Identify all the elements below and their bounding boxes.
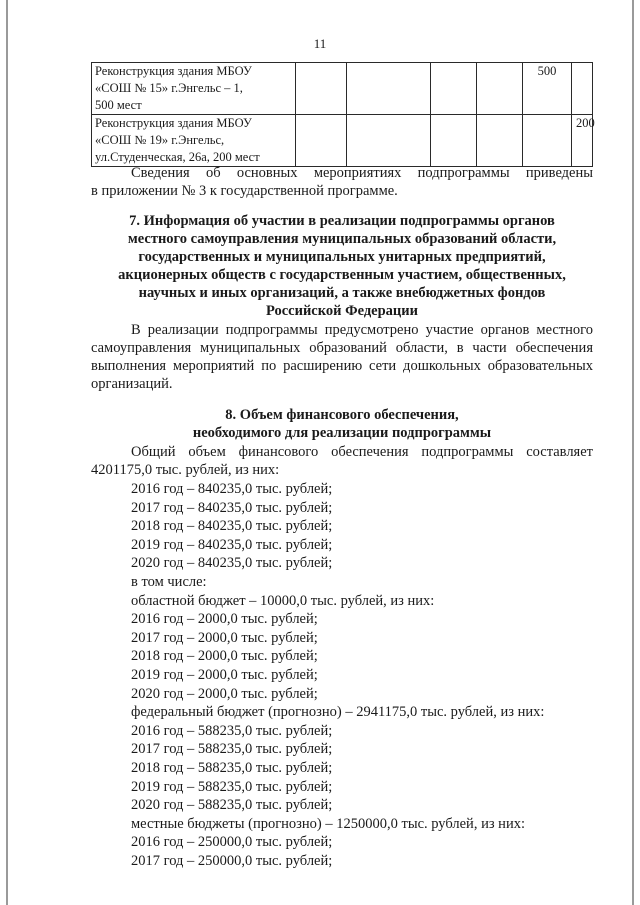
table-cell	[523, 115, 572, 167]
list-item: 2019 год – 840235,0 тыс. рублей;	[131, 536, 333, 553]
paragraph-line: Сведения об основных мероприятиях подпрограммы приведены	[131, 165, 593, 181]
list-item: федеральный бюджет (прогнозно) – 2941175,0 тыс. рублей, из них:	[131, 704, 545, 721]
list-item: 2017 год – 588235,0 тыс. рублей;	[131, 741, 333, 758]
section8-intro	[91, 443, 593, 479]
construction-table	[91, 62, 593, 167]
paragraph-line: самоуправления муниципальных образований области, в части обеспечения	[91, 340, 593, 356]
funding-list	[91, 480, 593, 870]
cell-line: 500 мест	[95, 98, 142, 112]
heading-line: необходимого для реализации подпрограммы	[192, 425, 492, 441]
heading-line: 7. Информация об участии в реализации подпрограммы органов	[129, 213, 555, 229]
list-item: 2018 год – 840235,0 тыс. рублей;	[131, 518, 333, 535]
paragraph-line: выполнения мероприятий по расширению сети дошкольных образовательных	[91, 358, 593, 374]
list-item: 2020 год – 2000,0 тыс. рублей;	[131, 685, 318, 702]
heading-line: местного самоуправления муниципальных образований области,	[127, 231, 557, 247]
list-item: местные бюджеты (прогнозно) – 1250000,0 тыс. рублей, из них:	[131, 815, 525, 832]
heading-line: Российской Федерации	[265, 303, 418, 319]
appendix-paragraph	[91, 164, 593, 200]
list-item: областной бюджет – 10000,0 тыс. рублей, из них:	[131, 592, 435, 609]
cell-line: «СОШ № 15» г.Энгельс – 1,	[95, 81, 243, 95]
list-item: 2016 год – 588235,0 тыс. рублей;	[131, 722, 333, 739]
table-cell-name	[92, 63, 296, 115]
cell-line: «СОШ № 19» г.Энгельс,	[95, 133, 225, 147]
table-cell	[296, 115, 347, 167]
cell-line: Реконструкция здания МБОУ	[95, 64, 252, 78]
table-cell	[431, 63, 477, 115]
heading-line: государственных и муниципальных унитарных предприятий,	[138, 249, 546, 265]
paragraph-line: В реализации подпрограммы предусмотрено участие органов местного	[131, 322, 593, 338]
list-item: 2017 год – 840235,0 тыс. рублей;	[131, 499, 333, 516]
paragraph-line: в приложении № 3 к государственной программе.	[91, 183, 398, 199]
table-cell	[347, 115, 431, 167]
list-item: 2017 год – 2000,0 тыс. рублей;	[131, 629, 318, 646]
list-item: 2019 год – 588235,0 тыс. рублей;	[131, 778, 333, 795]
list-item: 2019 год – 2000,0 тыс. рублей;	[131, 666, 318, 683]
table-cell	[347, 63, 431, 115]
paragraph-line: 4201175,0 тыс. рублей, из них:	[91, 462, 280, 478]
list-item: в том числе:	[131, 573, 207, 590]
page-right-edge	[632, 0, 634, 905]
list-item: 2018 год – 588235,0 тыс. рублей;	[131, 759, 333, 776]
table-cell	[477, 115, 523, 167]
table-cell	[431, 115, 477, 167]
table-cell	[296, 63, 347, 115]
page-left-edge	[6, 0, 8, 905]
list-item: 2017 год – 250000,0 тыс. рублей;	[131, 852, 333, 869]
table-cell	[572, 63, 593, 115]
list-item: 2016 год – 250000,0 тыс. рублей;	[131, 834, 333, 851]
list-item: 2018 год – 2000,0 тыс. рублей;	[131, 648, 318, 665]
table-row	[92, 63, 593, 115]
list-item: 2020 год – 840235,0 тыс. рублей;	[131, 555, 333, 572]
paragraph-line: организаций.	[91, 376, 173, 392]
table-cell: 500	[523, 63, 572, 115]
cell-line: ул.Студенческая, 26а, 200 мест	[95, 150, 260, 164]
paragraph-line: Общий объем финансового обеспечения подпрограммы составляет	[131, 444, 593, 460]
list-item: 2016 год – 840235,0 тыс. рублей;	[131, 481, 333, 497]
heading-line: научных и иных организаций, а также внебюджетных фондов	[138, 285, 546, 301]
list-item: 2020 год – 588235,0 тыс. рублей;	[131, 797, 333, 814]
heading-line: акционерных обществ с государственным участием, общественных,	[118, 267, 566, 283]
list-item: 2016 год – 2000,0 тыс. рублей;	[131, 611, 318, 628]
section7-heading	[91, 212, 593, 320]
section7-body	[91, 321, 593, 393]
heading-line: 8. Объем финансового обеспечения,	[225, 407, 459, 423]
cell-line: Реконструкция здания МБОУ	[95, 116, 252, 130]
table-row	[92, 115, 593, 167]
table-cell: 200	[572, 115, 593, 167]
table-cell-name	[92, 115, 296, 167]
table-cell	[477, 63, 523, 115]
section8-heading	[91, 406, 593, 442]
page-number: 11	[313, 36, 327, 51]
